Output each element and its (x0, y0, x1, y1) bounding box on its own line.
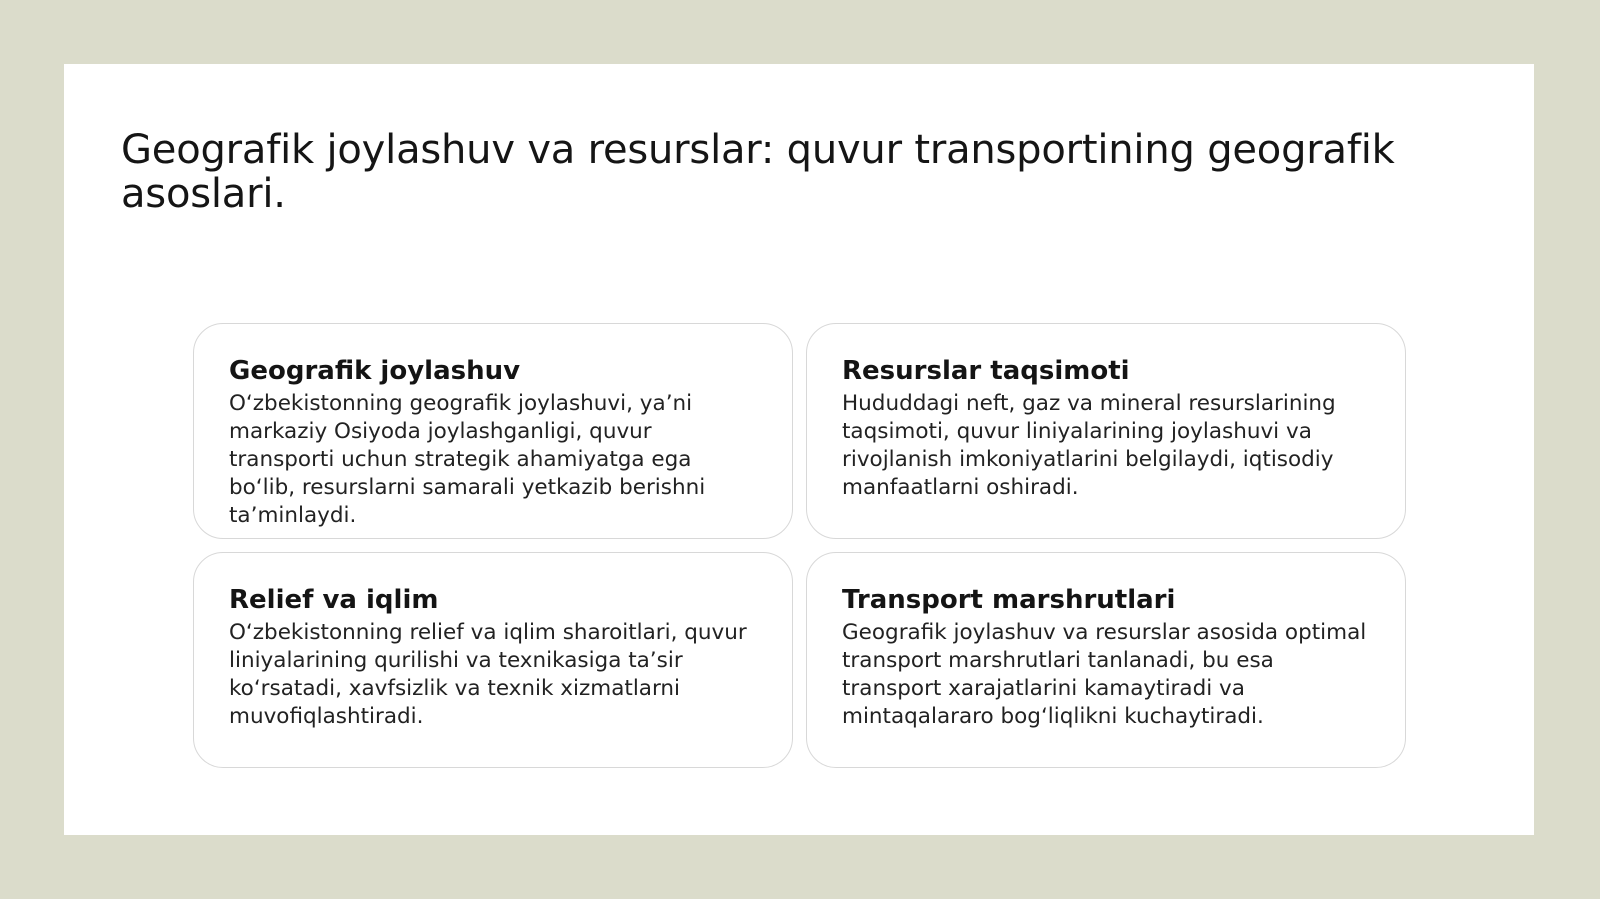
card-title: Relief va iqlim (229, 585, 439, 615)
card-title: Transport marshrutlari (842, 585, 1176, 615)
card-title: Resurslar taqsimoti (842, 356, 1130, 386)
card-relief-va-iqlim (193, 552, 793, 768)
card-resurslar-taqsimoti (806, 323, 1406, 539)
card-text: Geografik joylashuv va resurslar asosida optimal transport marshrutlari tanlanadi, bu esa transport xarajatlarini kamaytiradi va mintaqalararo bog‘liqlikni kuchaytiradi. (842, 620, 1367, 729)
card-title: Geografik joylashuv (229, 356, 521, 386)
card-transport-marshrutlari (806, 552, 1406, 768)
card-geografik-joylashuv (193, 323, 793, 539)
card-text: O‘zbekistonning geografik joylashuvi, ya’ni markaziy Osiyoda joylashganligi, quvur transporti uchun strategik ahamiyatga ega bo‘lib, resurslarni samarali yetkazib berishni ta’minlaydi. (229, 391, 706, 528)
card-grid (193, 323, 1406, 768)
slide-title: Geografik joylashuv va resurslar: quvur transportining geografik asoslari. (121, 127, 1395, 217)
slide (64, 64, 1534, 835)
card-text: O‘zbekistonning relief va iqlim sharoitlari, quvur liniyalarining qurilishi va texnikasiga ta’sir ko‘rsatadi, xavfsizlik va texnik xizmatlarni muvofiqlashtiradi. (229, 620, 747, 729)
card-text: Hududdagi neft, gaz va mineral resurslarining taqsimoti, quvur liniyalarining joylashuvi va rivojlanish imkoniyatlarini belgilaydi, iqtisodiy manfaatlarni oshiradi. (842, 391, 1336, 500)
